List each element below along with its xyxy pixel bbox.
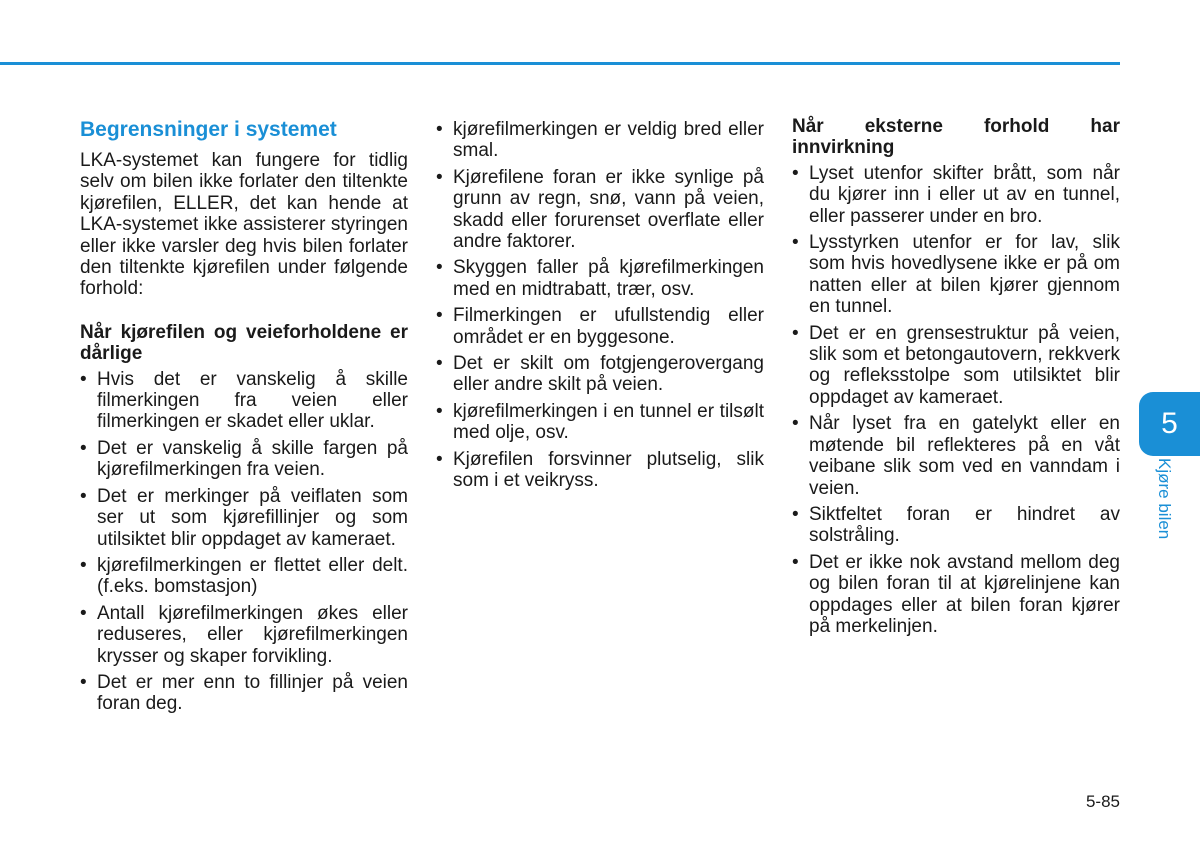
external-conditions-list	[792, 163, 1120, 638]
bullet-icon: •	[436, 305, 443, 327]
road-conditions-list-continued	[436, 119, 764, 492]
bullet-icon: •	[436, 257, 443, 279]
external-conditions-heading: Når eksterne forhold har innvirkning	[792, 116, 1120, 159]
bullet-icon: •	[80, 485, 87, 507]
bullet-icon: •	[436, 353, 443, 375]
road-conditions-list	[80, 369, 408, 715]
bullet-icon: •	[436, 448, 443, 470]
bullet-icon: •	[80, 368, 87, 390]
list-item: • Hvis det er vanskelig å skille filmerkingen fra veien eller filmerkingen er skadet eller uklar.	[80, 368, 408, 433]
column-left	[80, 116, 408, 720]
bullet-icon: •	[792, 162, 799, 184]
column-middle	[436, 119, 764, 497]
list-item: • kjørefilmerkingen i en tunnel er tilsølt med olje, osv.	[436, 400, 764, 444]
list-item: • Det er mer enn to fillinjer på veien foran deg.	[80, 671, 408, 715]
bullet-icon: •	[80, 437, 87, 459]
road-conditions-heading: Når kjørefilen og veieforholdene er dårlige	[80, 321, 408, 365]
intro-paragraph: LKA-systemet kan fungere for tidlig selv om bilen ikke forlater den tiltenkte kjørefilen, ELLER, det kan hende at LKA-systemet ikke assisterer styringen eller ikke varsler deg hvis bilen forlater den tiltenkte kjørefilen under følgende forhold:	[80, 150, 408, 300]
bullet-icon: •	[792, 503, 799, 525]
list-item: • Filmerkingen er ufullstendig eller området er en byggesone.	[436, 305, 764, 348]
bullet-icon: •	[792, 322, 799, 344]
bullet-icon: •	[80, 602, 87, 624]
bullet-icon: •	[792, 232, 799, 254]
list-item: • Skyggen faller på kjørefilmerkingen med en midtrabatt, trær, osv.	[436, 257, 764, 300]
bullet-icon: •	[80, 554, 87, 576]
list-item: • Når lyset fra en gatelykt eller en møtende bil reflekteres på en våt veibane slik som ved en vanndam i veien.	[792, 413, 1120, 499]
chapter-tab[interactable]: 5	[1139, 392, 1200, 456]
list-item: • Det er vanskelig å skille fargen på kjørefilmerkingen fra veien.	[80, 437, 408, 481]
list-item: • Det er ikke nok avstand mellom deg og bilen foran til at kjørelinjene kan oppdages eller at bilen foran kjører på merkelinjen.	[792, 551, 1120, 637]
list-item: • kjørefilmerkingen er veldig bred eller smal.	[436, 119, 764, 162]
list-item: • Det er en grensestruktur på veien, slik som et betongautovern, rekkverk og refleksstolpe som utilsiktet blir oppdaget av kameraet.	[792, 322, 1120, 408]
list-item: • Lyset utenfor skifter brått, som når du kjører inn i eller ut av en tunnel, eller passerer under en bro.	[792, 162, 1120, 227]
list-item: • Kjørefilen forsvinner plutselig, slik som i et veikryss.	[436, 448, 764, 492]
bullet-icon: •	[792, 551, 799, 573]
bullet-icon: •	[80, 671, 87, 693]
bullet-icon: •	[792, 413, 799, 435]
list-item: • Antall kjørefilmerkingen økes eller reduseres, eller kjørefilmerkingen krysser og skaper forvikling.	[80, 602, 408, 667]
chapter-label: Kjøre bilen	[1155, 458, 1174, 540]
bullet-icon: •	[436, 119, 443, 140]
page-number: 5-85	[1085, 792, 1120, 811]
list-item: • Det er merkinger på veiflaten som ser ut som kjørefillinjer og som utilsiktet blir oppdaget av kameraet.	[80, 485, 408, 550]
bullet-icon: •	[436, 166, 443, 188]
header-rule	[0, 62, 1120, 65]
section-title: Begrensninger i systemet	[80, 118, 337, 141]
list-item: • Lysstyrken utenfor er for lav, slik som hvis hovedlysene ikke er på om natten eller at bilen kjører gjennom en tunnel.	[792, 232, 1120, 318]
bullet-icon: •	[436, 400, 443, 422]
list-item: • kjørefilmerkingen er flettet eller delt. (f.eks. bomstasjon)	[80, 554, 408, 598]
list-item: • Kjørefilene foran er ikke synlige på grunn av regn, snø, vann på veien, skadd eller forurenset overflate eller andre faktorer.	[436, 166, 764, 253]
list-item: • Det er skilt om fotgjengerovergang eller andre skilt på veien.	[436, 353, 764, 396]
list-item: • Siktfeltet foran er hindret av solstråling.	[792, 503, 1120, 547]
column-right	[792, 116, 1120, 642]
